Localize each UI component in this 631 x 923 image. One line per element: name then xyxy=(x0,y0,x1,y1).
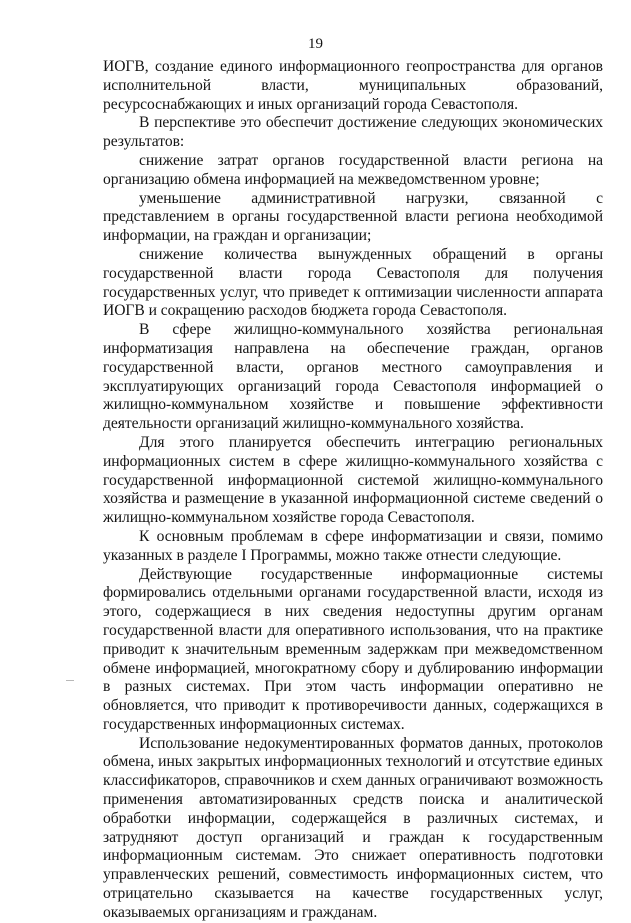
paragraph-10: Использование недокументированных форматов данных, протоколов обмена, иных закрытых информационных технологий и отсутствие единых классификаторов, справочников и схем данных ограничивают возможность применения автоматизированных средств поиска и аналитической обработки информации, содержащейся в различных системах, и затрудняют доступ организаций и граждан к государственным информационным системам. Это снижает оперативность подготовки управленческих решений, совместимость информационных систем, что отрицательно сказывается на качестве государственных услуг, оказываемых организациям и гражданам. xyxy=(103,734,603,921)
paragraph-4: уменьшение административной нагрузки, связанной с представлением в органы государственной власти региона необходимой информации, на граждан и организации; xyxy=(103,189,603,245)
paragraph-3: снижение затрат органов государственной власти региона на организацию обмена информацией на межведомственном уровне; xyxy=(103,151,603,188)
paragraph-7: Для этого планируется обеспечить интеграцию региональных информационных систем в сфере жилищно-коммунального хозяйства с государственной информационной системой жилищно-коммунального хозяйства и размещение в указанной информационной системе сведений о жилищно-коммунальном хозяйстве города Севастополя. xyxy=(103,433,603,527)
paragraph-5: снижение количества вынужденных обращений в органы государственной власти города Севастополя для получения государственных услуг, что приведет к оптимизации численности аппарата ИОГВ и сокращению расходов бюджета города Севастополя. xyxy=(103,245,603,320)
paragraph-1: ИОГВ, создание единого информационного геопространства для органов исполнительной власти, муниципальных образований, ресурсоснабжающих и иных организаций города Севастополя. xyxy=(103,58,603,113)
paragraph-6: В сфере жилищно-коммунального хозяйства региональная информатизация направлена на обеспечение граждан, органов государственной власти, органов местного самоуправления и эксплуатирующих организаций города Севастополя информацией о жилищно-коммунальном хозяйстве и повышение эффективности деятельности организаций жилищно-коммунального хозяйства. xyxy=(103,321,603,433)
paragraph-2: В перспективе это обеспечит достижение следующих экономических результатов: xyxy=(103,114,603,151)
document-body xyxy=(103,58,603,923)
paragraph-9: Действующие государственные информационные системы формировались отдельными органами государственной власти, исходя из этого, содержащиеся в них сведения недоступны другим органам государственной власти для оперативного использования, что на практике приводит к значительным временным задержкам при межведомственном обмене информацией, многократному сбору и дублированию информации в разных системах. При этом часть информации оперативно не обновляется, что приводит к противоречивости данных, содержащихся в государственных информационных системах. xyxy=(103,565,603,733)
paragraph-8: К основным проблемам в сфере информатизации и связи, помимо указанных в разделе I Программы, можно также отнести следующие. xyxy=(103,527,603,564)
page-number: 19 xyxy=(308,36,323,52)
margin-mark xyxy=(66,680,74,681)
